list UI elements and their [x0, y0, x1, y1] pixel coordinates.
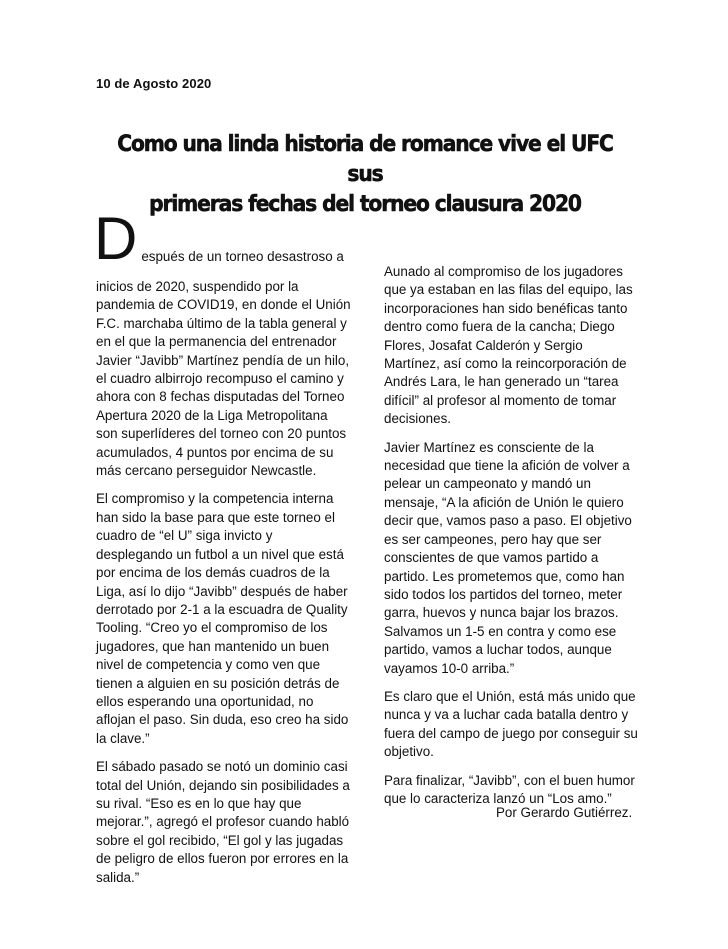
right-paragraph-2: Javier Martínez es consciente de la necesidad que tiene la afición de volver a pelear un campeonato y mandó un mensaje, “A la afición de Unión le quiero decir que, vamos paso a paso. El objetivo es ser campeones, pero hay que ser conscientes de que vamos partido a partido. Les prometemos que, como han sido todos los partidos del torneo, meter garra, huevos y nunca bajar los brazos. Salvamos un 1-5 en contra y como ese partido, vamos a luchar todos, aunque vayamos 10-0 arriba.” — [384, 439, 632, 676]
right-column — [384, 263, 642, 818]
lead-paragraph-start — [94, 205, 356, 272]
article-date: 10 de Agosto 2020 — [96, 76, 212, 91]
right-paragraph-1: Aunado al compromiso de los jugadores que ya estaban en las filas del equipo, las incorporaciones han sido benéficas tanto dentro como fuera de la cancha; Diego Flores, Josafat Calderón y Sergio Martínez, así como la reincorporación de Andrés Lara, le han generado un “tarea difícil” al profesor al momento de tomar decisiones. — [384, 264, 633, 427]
left-column — [96, 278, 352, 897]
drop-cap: D — [94, 205, 138, 272]
lead-first-line: espués de un torneo desastroso a — [141, 249, 344, 264]
headline-line-1: Como una linda historia de romance vive el UFC sus — [117, 132, 613, 187]
headline-line-2: primeras fechas del torneo clausura 2020 — [149, 192, 581, 217]
left-paragraph-1: inicios de 2020, suspendido por la pandemia de COVID19, en donde el Unión F.C. marchaba último de la tabla general y en el que la permanencia del entrenador Javier “Javibb” Martínez pendía de un hilo, el cuadro albirrojo recompuso el camino y ahora con 8 fechas disputadas del Torneo Apertura 2020 de la Liga Metropolitana son superlíderes del torneo con 20 puntos acumulados, 4 puntos por encima de su más cercano perseguidor Newcastle. — [96, 279, 351, 479]
right-paragraph-3: Es claro que el Unión, está más unido que nunca y va a luchar cada batalla dentro y fuera del campo de juego por conseguir su objetivo. — [384, 688, 638, 760]
left-paragraph-2: El compromiso y la competencia interna han sido la base para que este torneo el cuadro de “el U” siga invicto y desplegando un futbol a un nivel que está por encima de los demás cuadros de la Liga, así lo dijo “Javibb” después de haber derrotado por 2-1 a la escuadra de Quality Tooling. “Creo yo el compromiso de los jugadores, que han mantenido un buen nivel de competencia y como ven que tienen a alguien en su posición detrás de ellos esperando una oportunidad, no aflojan el paso. Sin duda, eso creo ha sido la clave.” — [96, 491, 349, 746]
left-paragraph-3: El sábado pasado se notó un dominio casi total del Unión, dejando sin posibilidades a su rival. “Eso es en lo que hay que mejorar.”, agregó el profesor cuando habló sobre el gol recibido, “El gol y las jugadas de peligro de ellos fueron por errores en la salida.” — [96, 759, 350, 885]
article-headline — [103, 130, 627, 220]
right-paragraph-4: Para finalizar, “Javibb”, con el buen humor que lo caracteriza lanzó un “Los amo.” — [384, 772, 635, 806]
author-signature: Por Gerardo Gutiérrez. — [496, 805, 633, 820]
